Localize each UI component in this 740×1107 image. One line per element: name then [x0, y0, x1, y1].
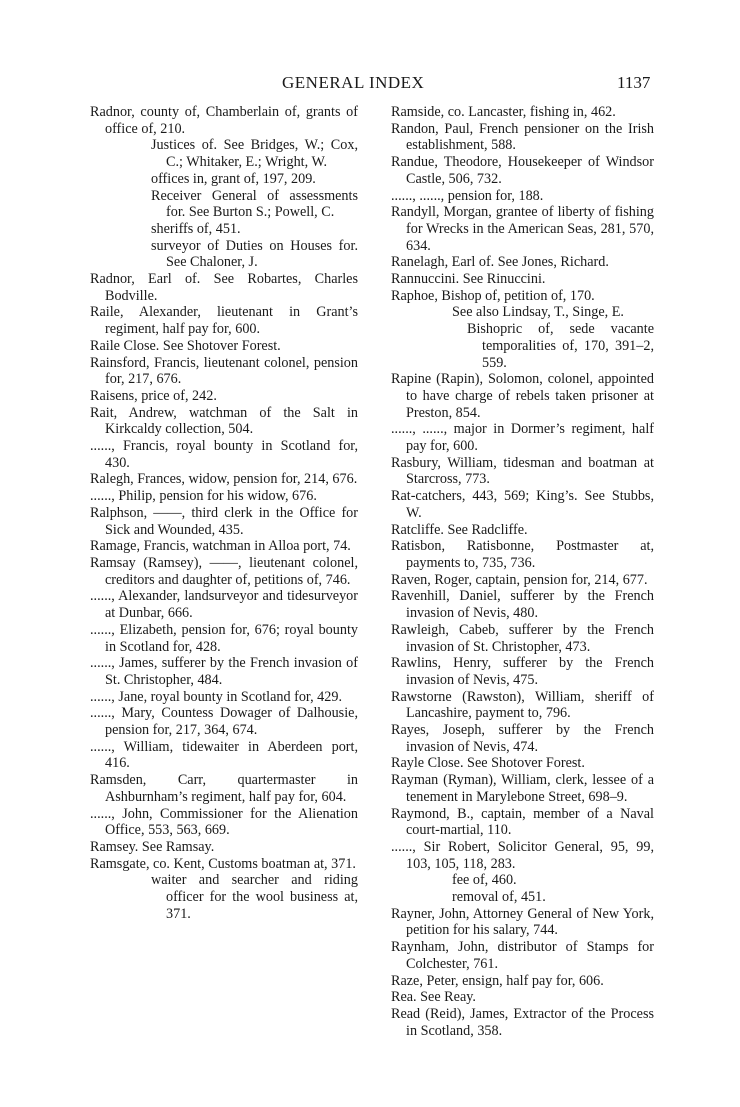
index-entry: Ramage, Francis, watchman in Alloa port, 74.: [90, 538, 351, 555]
page-number: 1137: [617, 73, 651, 92]
index-entry: ......, ......, major in Dormer’s regiment, half pay for, 600.: [391, 421, 654, 455]
index-entry: Ramside, co. Lancaster, fishing in, 462.: [391, 104, 616, 120]
index-entry: ......, Jane, royal bounty in Scotland for, 429.: [90, 688, 343, 705]
index-subentry: offices in, grant of, 197, 209.: [151, 170, 316, 187]
index-entry: Rannuccini. See Rinuccini.: [391, 271, 546, 288]
index-entry: Ratisbon, Ratisbonne, Postmaster at, payments to, 735, 736.: [391, 538, 654, 571]
index-subentry: fee of, 460.: [452, 872, 517, 889]
index-entry: Ramsden, Carr, quartermaster in Ashburnham’s regiment, half pay for, 604.: [90, 772, 358, 805]
index-entry: Rainsford, Francis, lieutenant colonel, pension for, 217, 676.: [90, 354, 358, 388]
index-entry: Ramsgate, co. Kent, Customs boatman at, 371.: [90, 855, 356, 872]
index-entry: Radnor, Earl of. See Robartes, Charles Bodville.: [90, 271, 358, 304]
index-entry: Ravenhill, Daniel, sufferer by the French invasion of Nevis, 480.: [391, 588, 654, 622]
index-entry: Raymond, B., captain, member of a Naval court-martial, 110.: [391, 805, 654, 839]
page-header: [0, 73, 740, 97]
index-entry: Rawlins, Henry, sufferer by the French invasion of Nevis, 475.: [391, 655, 654, 688]
index-entry: Rayman (Ryman), William, clerk, lessee of a tenement in Marylebone Street, 698–9.: [391, 772, 654, 805]
index-entry: Rait, Andrew, watchman of the Salt in Kirkcaldy collection, 504.: [90, 404, 358, 438]
index-entry: Rayner, John, Attorney General of New York, petition for his salary, 744.: [391, 905, 654, 939]
index-subentry: Receiver General of assessments for. See Burton S.; Powell, C.: [151, 187, 358, 221]
index-entry: Ranelagh, Earl of. See Jones, Richard.: [391, 254, 609, 271]
index-entry: Rawstorne (Rawston), William, sheriff of Lancashire, payment to, 796.: [391, 688, 654, 722]
index-entry: Raphoe, Bishop of, petition of, 170.: [391, 287, 595, 304]
running-title: GENERAL INDEX: [282, 73, 425, 92]
index-entry: Raze, Peter, ensign, half pay for, 606.: [391, 972, 604, 989]
index-entry: ......, William, tidewaiter in Aberdeen port, 416.: [90, 738, 358, 772]
index-entry: Rat-catchers, 443, 569; King’s. See Stubbs, W.: [391, 488, 654, 521]
index-entry: ......, Sir Robert, Solicitor General, 95, 99, 103, 105, 118, 283.: [391, 838, 654, 872]
index-entry: Rea. See Reay.: [391, 989, 476, 1006]
index-entry: ......, Philip, pension for his widow, 676.: [90, 488, 317, 505]
index-entry: ......, Francis, royal bounty in Scotland for, 430.: [90, 438, 358, 471]
index-entry: Rawleigh, Cabeb, sufferer by the French invasion of St. Christopher, 473.: [391, 621, 654, 655]
index-column-left: [90, 104, 358, 922]
index-subentry: removal of, 451.: [452, 889, 546, 906]
index-subentry: Bishopric of, sede vacante temporalities of, 170, 391–2, 559.: [467, 321, 654, 371]
index-entry: ......, Mary, Countess Dowager of Dalhousie, pension for, 217, 364, 674.: [90, 705, 358, 739]
index-entry: ......, John, Commissioner for the Alienation Office, 553, 563, 669.: [90, 805, 358, 839]
index-entry: Randyll, Morgan, grantee of liberty of fishing for Wrecks in the American Seas, 281, 570, 634.: [391, 204, 654, 254]
index-entry: ......, Alexander, landsurveyor and tidesurveyor at Dunbar, 666.: [90, 588, 358, 622]
index-subentry: sheriffs of, 451.: [151, 220, 241, 237]
index-entry: Raisens, price of, 242.: [90, 387, 217, 404]
index-entry: Rayle Close. See Shotover Forest.: [391, 755, 585, 772]
index-entry: ......, James, sufferer by the French invasion of St. Christopher, 484.: [90, 655, 358, 688]
index-entry: Ramsey. See Ramsay.: [90, 838, 215, 855]
index-subentry: surveyor of Duties on Houses for. See Chaloner, J.: [151, 237, 358, 271]
index-entry: Randue, Theodore, Housekeeper of Windsor Castle, 506, 732.: [391, 154, 654, 187]
index-entry: Read (Reid), James, Extractor of the Process in Scotland, 358.: [391, 1005, 654, 1039]
index-entry: ......, Elizabeth, pension for, 676; royal bounty in Scotland for, 428.: [90, 621, 358, 655]
index-entry: Raven, Roger, captain, pension for, 214, 677.: [391, 571, 648, 588]
index-entry: Rapine (Rapin), Solomon, colonel, appointed to have charge of rebels taken prisoner at Preston, 854.: [391, 371, 654, 421]
index-entry: Ralphson, ——, third clerk in the Office for Sick and Wounded, 435.: [90, 504, 358, 538]
index-entry: Rasbury, William, tidesman and boatman at Starcross, 773.: [391, 454, 654, 488]
index-entry: ......, ......, pension for, 188.: [391, 187, 544, 204]
index-entry: Ramsay (Ramsey), ——, lieutenant colonel, creditors and daughter of, petitions of, 746.: [90, 554, 358, 588]
index-entry: Ratcliffe. See Radcliffe.: [391, 521, 528, 538]
index-entry: Rayes, Joseph, sufferer by the French invasion of Nevis, 474.: [391, 722, 654, 755]
index-entry: Randon, Paul, French pensioner on the Irish establishment, 588.: [391, 120, 654, 154]
index-subentry: See also Lindsay, T., Singe, E.: [452, 304, 624, 321]
index-entry: Radnor, county of, Chamberlain of, grants of office of, 210.: [90, 104, 358, 137]
index-subentry: waiter and searcher and riding officer for the wool business at, 371.: [151, 872, 358, 922]
index-entry: Ralegh, Frances, widow, pension for, 214, 676.: [90, 471, 358, 488]
index-entry: Raile Close. See Shotover Forest.: [90, 337, 281, 354]
index-subentry: Justices of. See Bridges, W.; Cox, C.; Whitaker, E.; Wright, W.: [151, 137, 358, 171]
index-entry: Raile, Alexander, lieutenant in Grant’s regiment, half pay for, 600.: [90, 304, 358, 338]
index-entry: Raynham, John, distributor of Stamps for Colchester, 761.: [391, 939, 654, 972]
index-column-right: [391, 104, 654, 1039]
